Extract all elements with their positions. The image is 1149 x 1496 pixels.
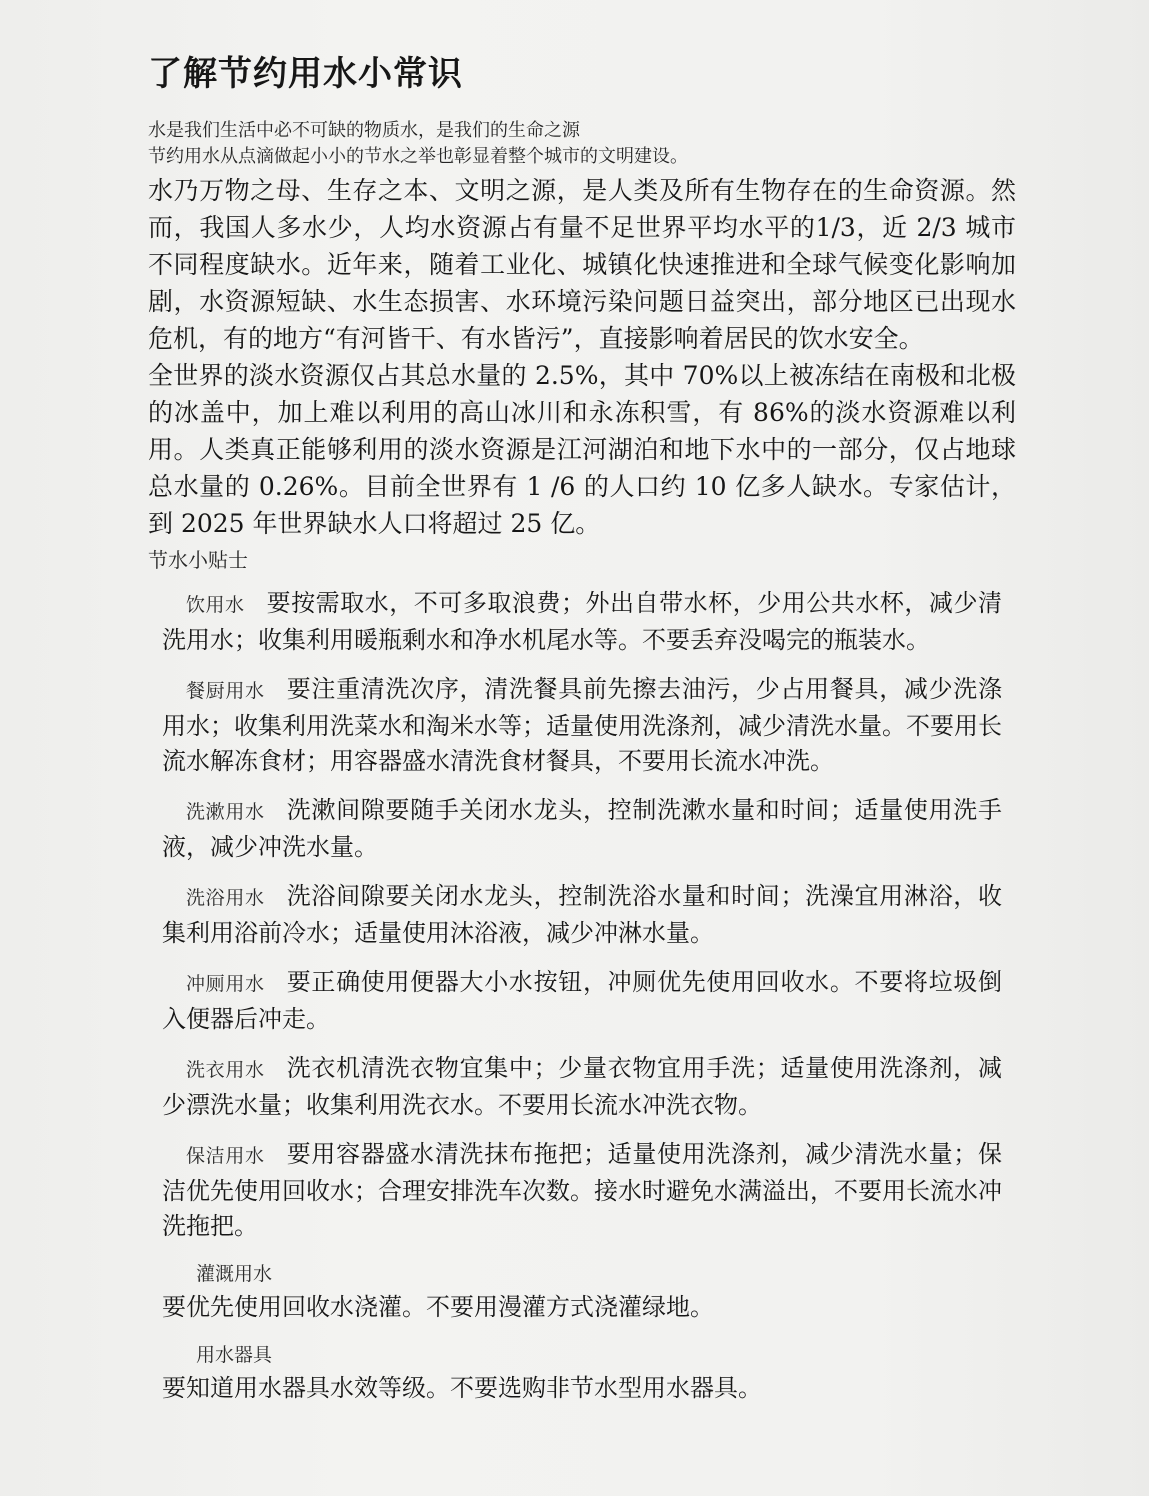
tip-label: 保洁用水 bbox=[186, 1145, 265, 1167]
paragraph-water-resources: 水乃万物之母、生存之本、文明之源，是人类及所有生物存在的生命资源。然而，我国人多水少，人均水资源占有量不足世界平均水平的1/3，近 2/3 城市不同程度缺水。近年来，随着工业化、城镇化快速推进和全球气候变化影响加剧，水资源短缺、水生态损害、水环境污染问题日益突出，部分地区已出现水危机，有的地方“有河皆干、有水皆污”，直接影响着居民的饮水安全。 bbox=[148, 176, 1016, 353]
tip-irrigation-water bbox=[162, 1258, 1002, 1325]
tip-text: 要正确使用便器大小水按钮，冲厕优先使用回收水。不要将垃圾倒入便器后冲走。 bbox=[162, 968, 1002, 1033]
tip-label: 洗漱用水 bbox=[186, 801, 265, 823]
tip-text: 要知道用水器具水效等级。不要选购非节水型用水器具。 bbox=[162, 1374, 762, 1402]
tip-bathing-water bbox=[162, 879, 1002, 951]
tip-toilet-water bbox=[162, 965, 1002, 1037]
paragraph-freshwater-stats: 全世界的淡水资源仅占其总水量的 2.5%，其中 70%以上被冻结在南极和北极的冰盖中，加上难以利用的高山冰川和永冻积雪，有 86%的淡水资源难以利用。人类真正能够利用的淡水资源是江河湖泊和地下水中的一部分，仅占地球总水量的 0.26%。目前全世界有 1 /6 的人口约 10 亿多人缺水。专家估计，到 2025 年世界缺水人口将超过 25 亿。 bbox=[148, 361, 1016, 538]
tip-kitchen-water bbox=[162, 672, 1002, 779]
tip-label: 用水器具 bbox=[196, 1344, 273, 1366]
intro-line: 水是我们生活中必不可缺的物质水，是我们的生命之源 bbox=[148, 120, 580, 141]
tips-heading: 节水小贴士 bbox=[148, 548, 248, 572]
tip-laundry-water bbox=[162, 1051, 1002, 1123]
intro-line: 节约用水从点滴做起小小的节水之举也彰显着整个城市的文明建设。 bbox=[148, 146, 688, 167]
tip-label: 冲厕用水 bbox=[186, 973, 265, 995]
tip-label: 餐厨用水 bbox=[186, 680, 265, 702]
tip-text: 洗衣机清洗衣物宜集中；少量衣物宜用手洗；适量使用洗涤剂，减少漂洗水量；收集利用洗衣水。不要用长流水冲洗衣物。 bbox=[162, 1054, 1002, 1119]
document-body bbox=[148, 172, 1016, 1420]
document-title: 了解节约用水小常识 bbox=[148, 54, 463, 94]
tip-drinking-water bbox=[162, 586, 1002, 658]
tip-label: 洗浴用水 bbox=[186, 887, 265, 909]
tip-label: 灌溉用水 bbox=[196, 1263, 273, 1285]
tip-text: 要按需取水，不可多取浪费；外出自带水杯，少用公共水杯，减少清洗用水；收集利用暖瓶剩水和净水机尾水等。不要丢弃没喝完的瓶装水。 bbox=[162, 589, 1002, 654]
tip-cleaning-water bbox=[162, 1137, 1002, 1244]
tip-washing-water bbox=[162, 793, 1002, 865]
tip-text: 要注重清洗次序，清洗餐具前先擦去油污，少占用餐具，减少洗涤用水；收集利用洗菜水和淘米水等；适量使用洗涤剂，减少清洗水量。不要用长流水解冻食材；用容器盛水清洗食材餐具，不要用长流水冲洗。 bbox=[162, 675, 1002, 775]
intro-block bbox=[148, 118, 1028, 170]
tip-text: 洗浴间隙要关闭水龙头，控制洗浴水量和时间；洗澡宜用淋浴，收集利用浴前冷水；适量使用沐浴液，减少冲淋水量。 bbox=[162, 882, 1002, 947]
tip-text: 要优先使用回收水浇灌。不要用漫灌方式浇灌绿地。 bbox=[162, 1293, 714, 1321]
tip-text: 洗漱间隙要随手关闭水龙头，控制洗漱水量和时间；适量使用洗手液，减少冲洗水量。 bbox=[162, 796, 1002, 861]
tip-text: 要用容器盛水清洗抹布拖把；适量使用洗涤剂，减少清洗水量；保洁优先使用回收水；合理安排洗车次数。接水时避免水满溢出，不要用长流水冲洗拖把。 bbox=[162, 1140, 1002, 1240]
tip-water-appliances bbox=[162, 1339, 1002, 1406]
tip-label: 洗衣用水 bbox=[186, 1059, 265, 1081]
tip-label: 饮用水 bbox=[186, 594, 245, 616]
